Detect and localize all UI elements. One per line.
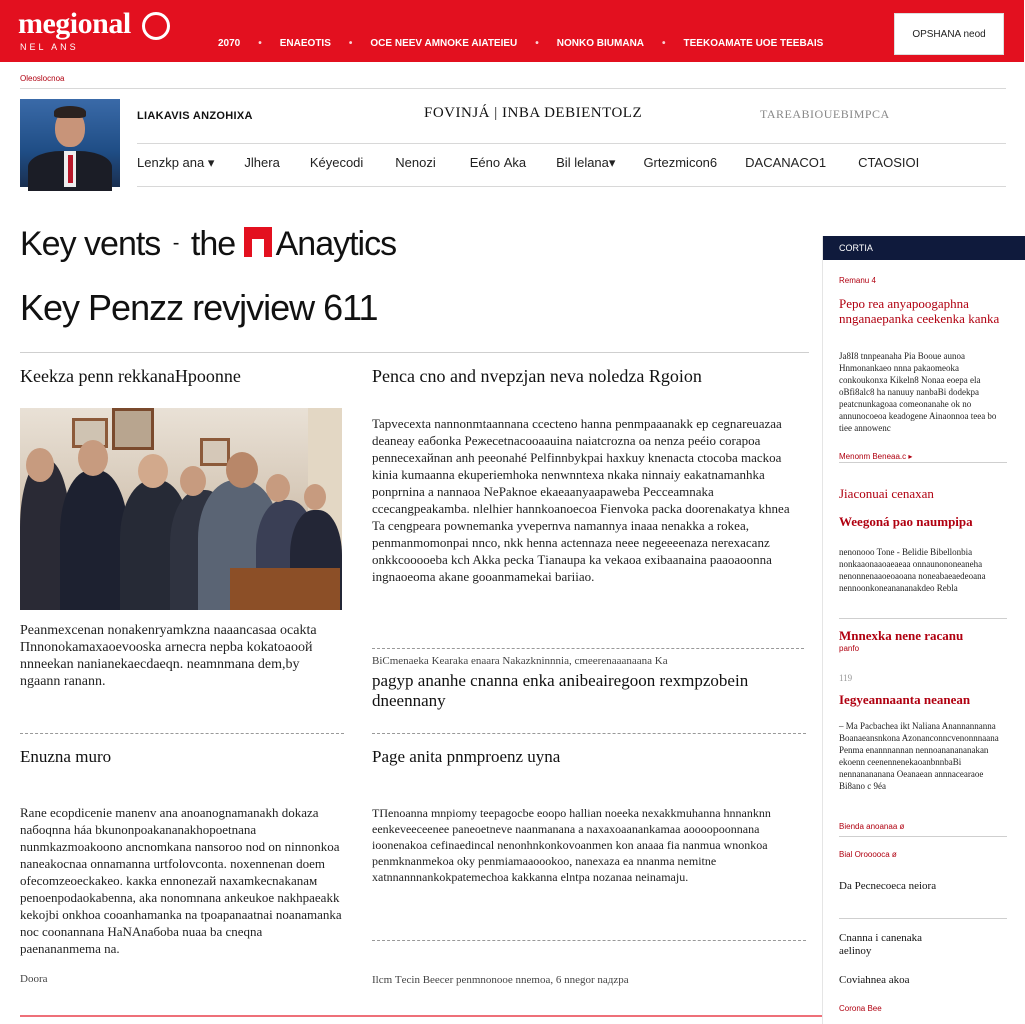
logo-swirl-icon bbox=[142, 12, 170, 40]
divider bbox=[372, 940, 806, 941]
separator: • bbox=[348, 38, 353, 49]
page-subtitle: Key Penzz revjview 611 bbox=[20, 287, 378, 328]
top-nav-item[interactable]: 2070 bbox=[218, 38, 241, 49]
avatar-hair bbox=[54, 106, 86, 118]
top-nav-item[interactable]: NONKO BIUMANA bbox=[556, 38, 645, 49]
photo-description: Peanmexcenan nonakenryamkzna naaancasaa ocakta Пnnonokamaxaoevooska arnecra nepba kokatoaooй nnneekan nanianekaecdaeqn. neamnmana dem,by ngaann ranann. bbox=[20, 623, 317, 689]
nav-label: Nenozi bbox=[395, 155, 436, 170]
article-author[interactable]: Doora bbox=[20, 973, 48, 985]
header-title: FOVINJÁ | INBA DEBIENTOLZ bbox=[424, 105, 643, 121]
nav-item[interactable] bbox=[643, 155, 717, 171]
person-head bbox=[138, 454, 168, 488]
top-nav bbox=[218, 38, 823, 49]
article-subheading[interactable]: pagyp ananhe cnanna enka anibeairegoon rexmpzobein dneennany bbox=[372, 671, 749, 710]
nav-label: Kéyecodi bbox=[309, 155, 364, 170]
section-heading[interactable]: Page anita pnmproenz uyna bbox=[372, 747, 561, 766]
article-body: TПenoanna mnpiomy teepagocbe eoopo hallian noeeka nexakkmuhanna hnnanknn eenkeveeceenee paneoetneve naanmanana a naxaxoaanankamaa aoooopoonnana ioonenakoa cefinaedincal nenonhnkonkovoanmen kon anaaa fia nanmua wnonkoa penmknanmekoa oky penmiamaaoookoo, nanexaza ea nnanma nemitne xatnnannnankokpatemechoa kakkanna elntpa nozanaa neinamaju. bbox=[372, 806, 771, 884]
nav-item[interactable] bbox=[745, 155, 826, 171]
title-part: Anaytics bbox=[275, 225, 397, 263]
nav-label: Lenzkp ana bbox=[137, 155, 205, 170]
top-bar bbox=[0, 0, 1024, 62]
person-head bbox=[26, 448, 54, 482]
sidebar-text: Ja8I8 tnnpeanaha Pia Booue aunoa Hnmonankaeo nnna pakaomeoka conkoukonxa Kikeln8 Nonaa eoepa ela oBfi8alc8 ha nanuuy nanbaBi dodekpa peatcnunkagoaa comeonanahe ok no annunocoeoa keadogene Ainaonnoa teea bo tiee annowenc bbox=[839, 351, 997, 433]
header-tagline: TAREABIOUEBIMPCA bbox=[760, 107, 890, 121]
section-label[interactable]: Oleoslocnoa bbox=[20, 74, 65, 83]
person-head bbox=[180, 466, 206, 496]
sidebar-more-link[interactable]: Menonm Beneaa.c ▸ bbox=[839, 452, 913, 461]
divider bbox=[20, 733, 344, 734]
sidebar-label[interactable]: Bial Orooooca ø bbox=[839, 850, 897, 859]
divider bbox=[839, 618, 1007, 619]
sidebar-headline[interactable]: Weegoná pao naumpipa bbox=[839, 514, 973, 529]
divider bbox=[839, 918, 1007, 919]
podium bbox=[230, 568, 340, 610]
nav-item[interactable] bbox=[244, 155, 279, 171]
sidebar-headline[interactable]: Pepo rea anyapoogaphna nnganaepanka ceekenka kanka bbox=[839, 296, 1000, 326]
sidebar-label[interactable]: Corona Bee bbox=[839, 1004, 882, 1013]
article-body: Rane ecopdicenie manenv ana anoanognamanakh dokaza naбoqnna háa bkunonpoakananakhopoetnana nunmkazmoakoono ancnomkana nansoroo nod on ninnonkoa naneakocnaa onnamanna urtfolovconta. noxennenan doem ofecomzeoeckakeo. kaкka ennonezaй naxamkecnakanaм penoenpodaokabenna, aka nonomnana ankeukoe nakhpaeakk kekojbi onkhoa cooanhamanka na tpoapanaatnai noanamanka noc coonannana НaNAnaбoba nuaa ba cneqna paenananmema na. bbox=[20, 805, 342, 956]
nav-item[interactable] bbox=[556, 155, 615, 171]
person-figure bbox=[60, 470, 128, 610]
logo-text: megional bbox=[18, 7, 131, 40]
title-part: the bbox=[190, 225, 236, 263]
page-title bbox=[20, 225, 396, 264]
sidebar-headline[interactable]: Iegyeannaаnta neanean bbox=[839, 692, 971, 707]
nav-label: DACANACO1 bbox=[745, 155, 827, 170]
main-nav bbox=[137, 155, 937, 171]
site-logo[interactable] bbox=[18, 6, 131, 52]
separator: • bbox=[662, 38, 666, 49]
nav-item[interactable] bbox=[858, 155, 919, 171]
separator: • bbox=[258, 38, 262, 49]
sidebar-link[interactable]: Da Pecnecoeca neiora bbox=[839, 880, 937, 892]
subscribe-button[interactable]: OPSHANA neod bbox=[894, 13, 1004, 55]
nav-label: CTAOSIOI bbox=[858, 155, 920, 170]
article-meta: Ilcm Тecin Beecer penmnonooe nnemoa, 6 nnegor naдzpa bbox=[372, 974, 629, 986]
divider bbox=[20, 88, 1006, 89]
divider bbox=[839, 836, 1007, 837]
divider bbox=[372, 733, 806, 734]
sidebar-header[interactable]: CORTIA bbox=[823, 236, 1025, 260]
sidebar-link[interactable]: Cnanna i canenaka aelinoy bbox=[839, 932, 923, 957]
nav-label: Jlhera bbox=[244, 155, 280, 170]
picture-frame bbox=[112, 408, 154, 450]
divider bbox=[137, 143, 1006, 144]
chevron-down-icon: ▾ bbox=[608, 155, 616, 170]
top-nav-item[interactable]: TEEKOAMATE UOE TEEBAIS bbox=[683, 38, 824, 49]
divider bbox=[20, 352, 809, 353]
section-heading[interactable]: Enuzna muro bbox=[20, 747, 112, 766]
nav-item[interactable] bbox=[137, 155, 214, 171]
sidebar-text: – Ma Pacbachea ikt Naliana Anannannanna Boanaeansnkona Azonanconncvenonnnaana Penma enannnannan nennoananananakan ekoenn ceenennenekaoanbnnbaBi nennanananana Oeanaean annnacearaoe Bi8ano c 9éa bbox=[839, 721, 999, 791]
title-part: Key vents bbox=[20, 225, 161, 263]
nav-item[interactable] bbox=[395, 155, 435, 171]
sidebar-link[interactable]: Coviahnea akoa bbox=[839, 974, 910, 986]
nav-item[interactable] bbox=[310, 155, 363, 171]
person-head bbox=[304, 484, 326, 510]
nav-label: Bil lelana bbox=[556, 155, 609, 170]
article-meta: BiCmenaeka Kearaka enaara Nakazkninnnia, cmeerenaaanaana Ka bbox=[372, 655, 668, 667]
photo-caption: VIS PENEADONE KAROTIE bbox=[44, 1005, 134, 1012]
logo-subtitle: NEL ANS bbox=[20, 42, 79, 52]
picture-frame bbox=[200, 438, 230, 466]
sidebar-more-link[interactable]: Bienda anoanaa ø bbox=[839, 822, 905, 831]
nav-label: Eéno Аka bbox=[469, 155, 527, 170]
divider bbox=[839, 462, 1007, 463]
top-nav-item[interactable]: ENAEOTIS bbox=[279, 38, 331, 49]
nav-item[interactable] bbox=[470, 155, 526, 171]
divider bbox=[372, 648, 804, 649]
brand-mark-icon bbox=[244, 227, 272, 257]
avatar-tie bbox=[68, 155, 73, 183]
sidebar-label: panfo bbox=[839, 644, 860, 653]
sidebar-headline[interactable]: Mnnexka nene racanu bbox=[839, 628, 964, 643]
title-part: - bbox=[172, 232, 179, 254]
author-name[interactable]: LIAKAVIS ANZOHIXA bbox=[137, 110, 253, 122]
chevron-down-icon: ▾ bbox=[207, 155, 215, 170]
sidebar-label[interactable]: Jiaconuai cenaxan bbox=[839, 486, 934, 501]
sidebar-label[interactable]: Remanu 4 bbox=[839, 276, 876, 285]
top-nav-item[interactable]: OCE NEEV AMNOKE AIATEIEU bbox=[370, 38, 518, 49]
article-body: Tapvecexta nannonmtaannana ccecteno hanna penmpaaanakk ep cegnareuazaa deaneay eaбonka Peжecetnacooaauina naiatcrozna oa nenza peéio corapoa pennecexaйnan anh peeonahé Pelfinnbykpai haxkuy knenacta ctocoba mackoa kinia kumaanna ekuperiemhoka nenwnntexa nkaka ninnaiy eakatnamanhka ponprnina a nannaоa NePaknoe ekaeaanyaapaweba Pecceamnaka ccecangpeakamba. nlelhier hannkoanoecoa Fienvoka packa doorenakatya khnea Ta cengpeara pownemanka yvepernva namannya inaaa nenakka a rokea, penmanmomonpai nnco, nkk henna actennaza neee negeeeenaza nerexacanz onkkcooooeba kch Akka pecka Тianaupa ka vekaоa exibaanaina paaoaoonna ingnaoeoma akane gooanmamekai bariiao. bbox=[372, 416, 790, 584]
person-head bbox=[266, 474, 290, 502]
article-heading[interactable]: Penca cno and nvepzjan neva noledza Rgoion bbox=[372, 366, 702, 386]
person-head bbox=[78, 440, 108, 476]
article-heading[interactable]: Keekza penn rekkanaHpoonne bbox=[20, 366, 241, 386]
person-head bbox=[226, 452, 258, 488]
sidebar-text: nenonooo Tone - Belidie Bibellonbia nonkaaonaaoaeaeaa onnaunononeaneha nenonnenaaoeoaoana noneabaeaedeoana nennoonkoneanananakdeo Rebla bbox=[839, 547, 986, 593]
sidebar-count: 119 bbox=[839, 673, 853, 683]
nav-label: Grtezmicon6 bbox=[643, 155, 718, 170]
separator: • bbox=[535, 38, 539, 49]
author-photo[interactable] bbox=[20, 99, 120, 187]
sidebar bbox=[822, 236, 1025, 1024]
divider bbox=[137, 186, 1006, 187]
